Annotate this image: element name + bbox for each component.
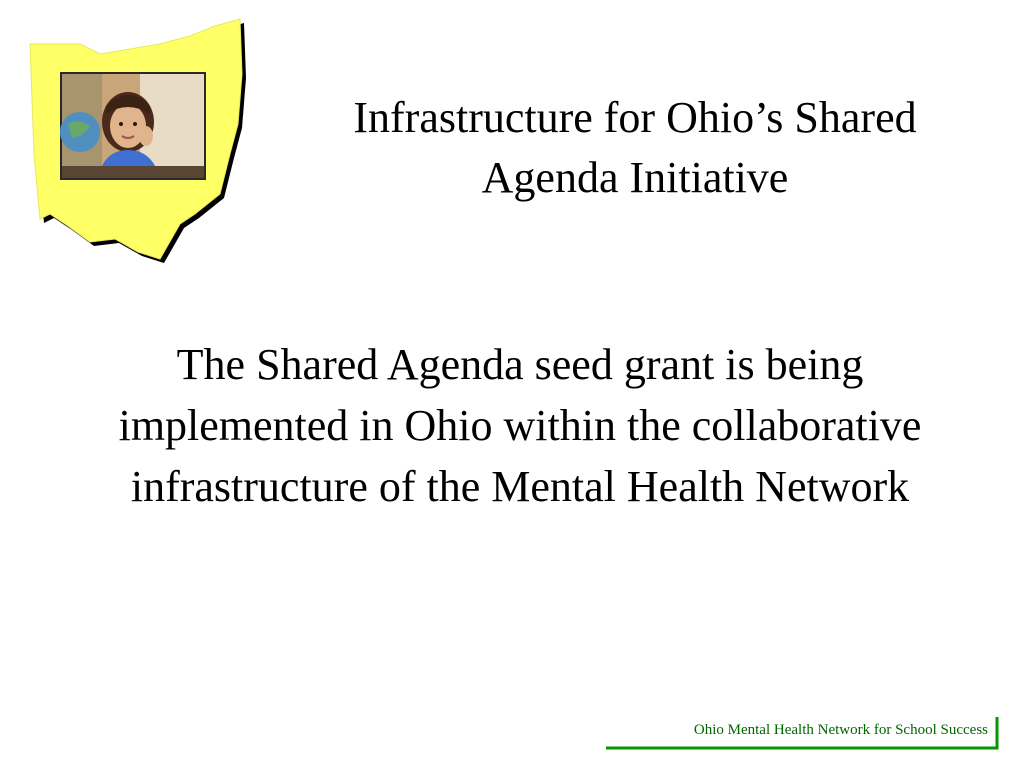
footer xyxy=(604,714,1000,750)
slide-title: Infrastructure for Ohio’s Shared Agenda Initiative xyxy=(353,93,917,202)
girl-with-globe-photo xyxy=(60,74,204,178)
ohio-state-logo xyxy=(20,14,250,266)
footer-label: Ohio Mental Health Network for School Success xyxy=(693,722,988,738)
ohio-state-shape xyxy=(20,14,250,266)
slide-body-text: The Shared Agenda seed grant is being implemented in Ohio within the collaborative infrastructure of the Mental Health Network xyxy=(118,340,922,511)
